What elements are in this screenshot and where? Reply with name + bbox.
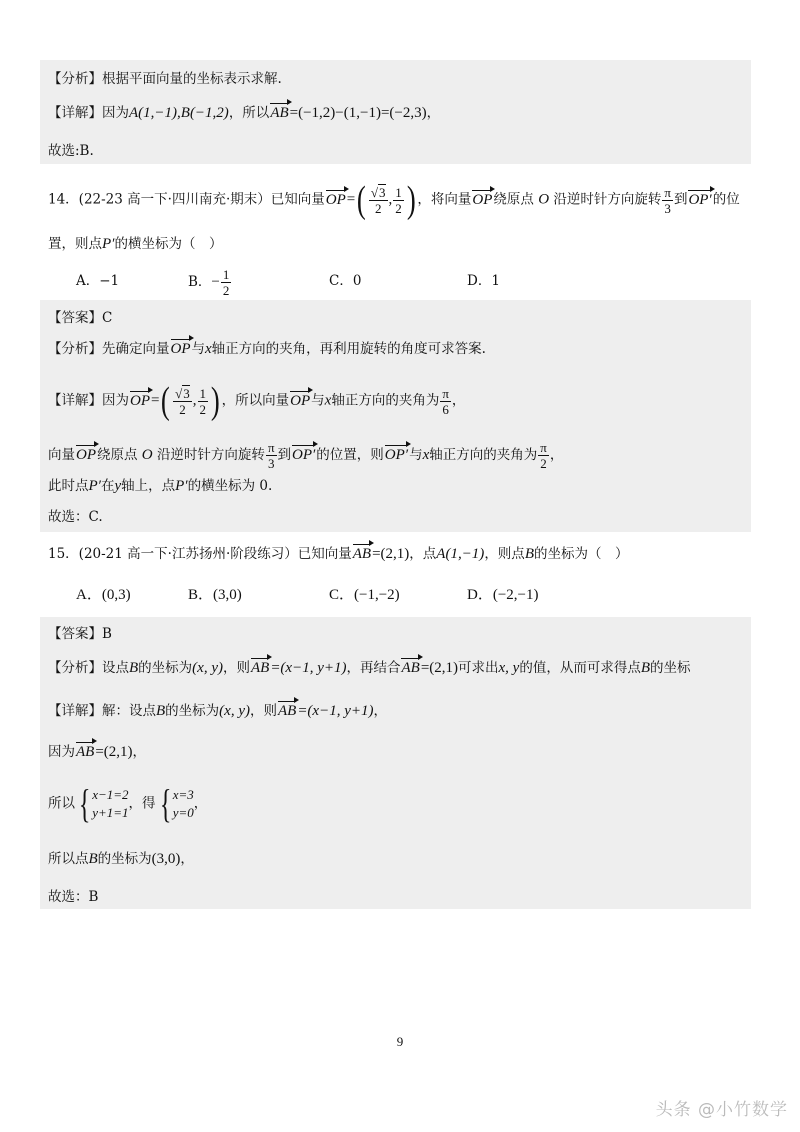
q14-detail-line3: 此时点P′在y轴上，点P′的横坐标为 0. xyxy=(48,478,273,494)
vector-ab: AB xyxy=(270,105,289,121)
q13-analysis: 【分析】根据平面向量的坐标表示求解. xyxy=(48,71,282,87)
q14-option-c[interactable]: C．0 xyxy=(329,273,362,289)
q15-option-b[interactable]: B．(3,0) xyxy=(188,587,242,603)
fraction-1-over-2: $\frac{1}{2}$ xyxy=(395,184,402,216)
q13-detail: 【详解】因为A(1,−1),B(−1,2)，所以AB=(−1,2)−(1,−1)=(−2,3)， xyxy=(48,105,441,121)
q15-detail-line4: 所以点B的坐标为(3,0)， xyxy=(48,851,194,867)
q14-analysis: 【分析】先确定向量OP与x轴正方向的夹角，再利用旋转的角度可求答案. xyxy=(48,341,486,357)
vector-op-prime: OP′ xyxy=(688,191,712,208)
q15-stem: 15．(20-21 高一下·江苏扬州·阶段练习）已知向量AB=(2,1)，点A(1,−1)，则点B的坐标为（ ） xyxy=(48,546,629,562)
equation-system-1: { x−1=2 y+1=1 xyxy=(78,781,129,826)
q15-option-a[interactable]: A．(0,3) xyxy=(76,587,131,603)
watermark: 头条 @小竹数学 xyxy=(655,1100,788,1120)
q15-option-c[interactable]: C．(−1,−2) xyxy=(329,587,400,603)
q15-detail-line1: 【详解】解：设点B的坐标为(x, y)，则AB=(x−1, y+1)， xyxy=(48,703,387,719)
q14-option-a[interactable]: A．−1 xyxy=(76,273,120,289)
page-number: 9 xyxy=(396,1034,404,1049)
q14-answer: 【答案】C xyxy=(48,310,113,326)
q14-detail-line2: 向量OP绕原点 O 沿逆时针方向旋转 $\frac{\pi}{3}$ 到OP′的位置，则OP′与x轴正方向的夹角为 $\frac{\pi}{2}$ ， xyxy=(48,440,564,471)
fraction-sqrt3-over-2: $\frac{√3}{2}$ xyxy=(370,185,386,216)
q14-detail-line1: 【详解】因为OP=( $\frac{√3}{2}$ , $\frac{1}{2}$ ) ，所以向量OP与x轴正方向的夹角为 $\frac{\pi}{6}$ ， xyxy=(48,380,466,422)
q14-stem-line1: 14．(22-23 高一下·四川南充·期末）已知向量OP=( $\frac{√3}{2}$ , $\frac{1}{2}$ ) ，将向量OP绕原点 O 沿逆时针方向旋转 $\frac{\pi}{3}$ 到OP′的位 xyxy=(48,179,740,221)
q15-option-d[interactable]: D．(−2,−1) xyxy=(467,587,539,603)
q15-answer: 【答案】B xyxy=(48,626,112,642)
q14-answer-value: C xyxy=(102,310,113,326)
fraction-pi-over-3: $\frac{\pi}{3}$ xyxy=(664,184,671,216)
q13-choice: 故选:B. xyxy=(48,143,94,159)
q15-detail-line3: 所以 { x−1=2 y+1=1 ，得 { x=3 y=0 ， xyxy=(48,781,208,826)
q15-choice: 故选：B xyxy=(48,889,99,905)
q14-choice: 故选：C. xyxy=(48,509,103,525)
q15-answer-value: B xyxy=(102,626,112,642)
q15-detail-line2: 因为AB=(2,1)， xyxy=(48,744,147,760)
equation-system-2: { x=3 y=0 xyxy=(159,781,194,826)
vector-op: OP xyxy=(325,191,346,208)
q14-option-d[interactable]: D．1 xyxy=(467,273,500,289)
q14-stem-line2: 置，则点P′的横坐标为（ ） xyxy=(48,236,223,252)
q14-option-b[interactable]: B．− $\frac{1}{2}$ xyxy=(188,267,230,298)
q15-analysis: 【分析】设点B的坐标为(x, y)，则AB=(x−1, y+1)，再结合AB=(2,1)可求出x, y的值，从而可求得点B的坐标 xyxy=(48,660,691,676)
